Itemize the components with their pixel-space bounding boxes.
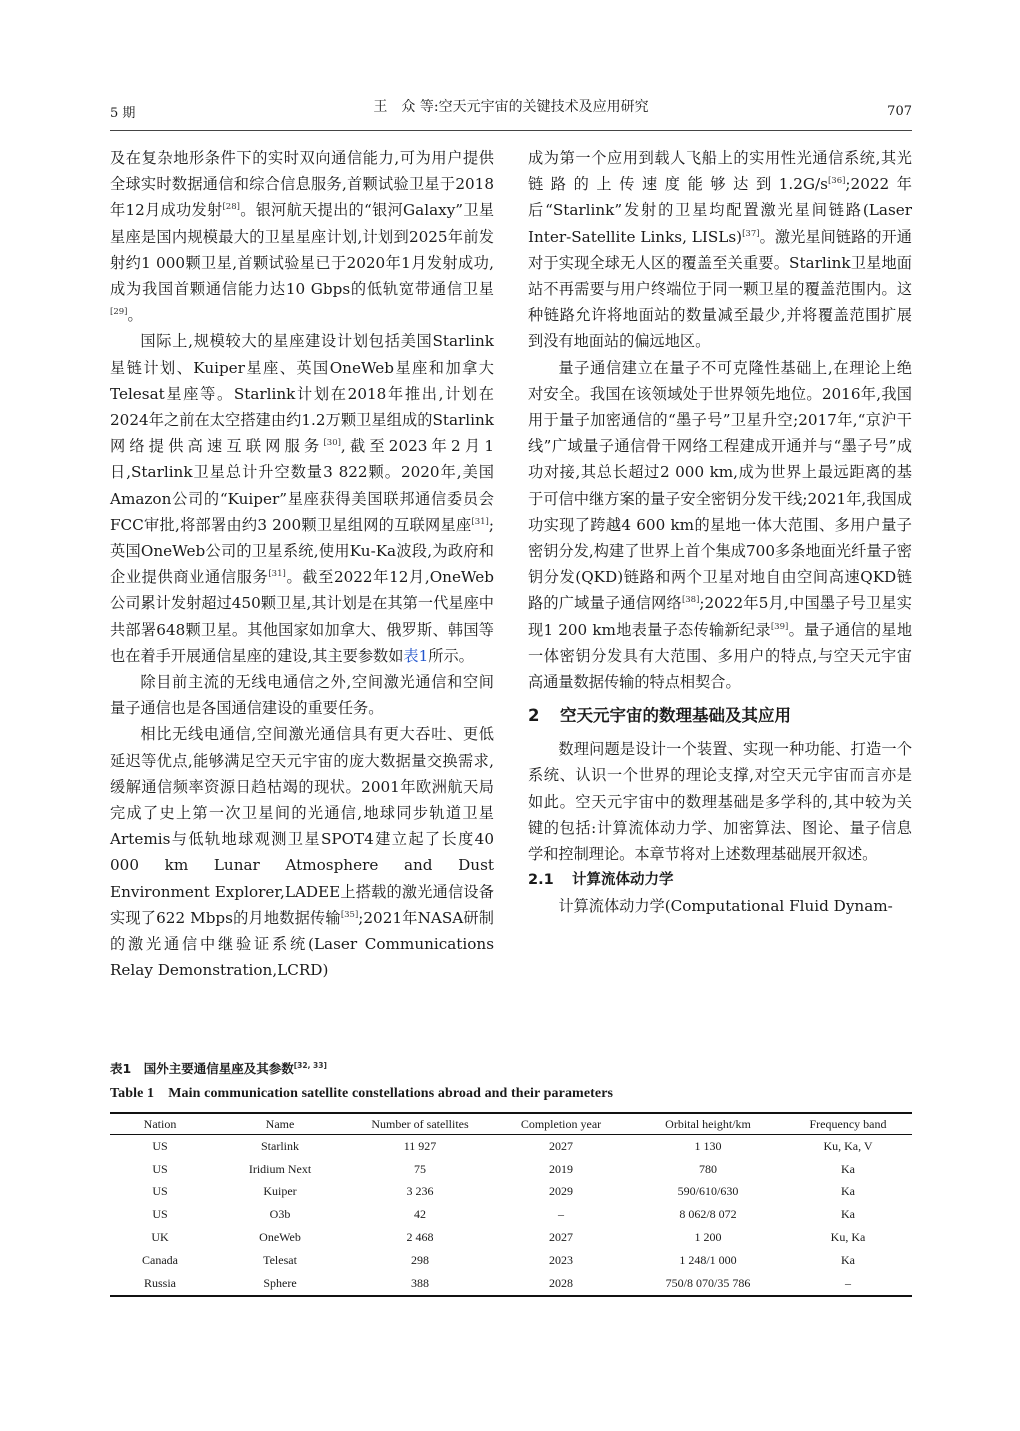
cell-nation: US [152, 1138, 168, 1153]
cell-year: 2027 [549, 1230, 573, 1245]
paragraph: 量子通信建立在量子不可克隆性基础上,在理论上绝对安全。我国在该领域处于世界领先地位。2016年,我国用于量子加密通信的“墨子号”卫星升空;2017年,“京沪干线”广域量子通信骨干网络工程建成开通并与“墨子号”成功对接,其总长超过2 000 km,成为世界上最远距离的基于可信中继方案的量子安全密钥分发干线;2021年,我国成功实现了跨越4 600 km的星地一体大范围、多用户量子密钥分发,构建了世界上首个集成700多条地面光纤量子密钥分发(QKD)链路和两个卫星对地自由空间高速QKD链路的广域量子通信网络[38];2022年5月,中国墨子号卫星实现1 200 km地表量子态传输新纪录[39]。量子通信的星地一体密钥分发具有大范围、多用户的特点,与空天元宇宙高通量数据传输的特点相契合。 [528, 358, 913, 692]
cell-nation: Russia [110, 1272, 210, 1296]
column-header-year: Completion year [490, 1113, 632, 1135]
cell-nation: US [152, 1184, 168, 1199]
cell-name: Starlink [261, 1138, 299, 1153]
citation[interactable]: [32, 33] [293, 1060, 327, 1070]
paragraph: 国际上,规模较大的星座建设计划包括美国Starlink星链计划、Kuiper星座、英国OneWeb星座和加拿大Telesat星座等。Starlink计划在2018年推出,计划在2024年之前在太空搭建由约1.2万颗卫星组成的Starlink网络提供高速互联网服务[30],截至2023年2月1日,Starlink卫星总计升空数量3 822颗。2020年,美国Amazon公司的“Kuiper”星座获得美国联邦通信委员会FCC审批,将部署由约3 200颗卫星组网的互联网星座[31];英国OneWeb公司的卫星系统,使用Ku-Ka波段,为政府和企业提供商业通信服务[31]。截至2022年12月,OneWeb公司累计发射超过450颗卫星,其计划是在其第一代星座中共部署648颗卫星。其他国家如加拿大、俄罗斯、韩国等也在着手开展通信星座的建设,其主要参数如表1所示。 [110, 332, 495, 665]
cell-number: 75 [414, 1161, 426, 1176]
cell-height: 8 062/8 072 [679, 1207, 737, 1222]
cell-height: 1 200 [694, 1230, 722, 1245]
section-title: 空天元宇宙的数理基础及其应用 [560, 706, 791, 726]
cell-number: 3 236 [406, 1184, 434, 1199]
citation[interactable]: [31] [471, 516, 489, 527]
cell-height: 1 130 [694, 1138, 722, 1153]
paragraph: 计算流体动力学(Computational Fluid Dynam- [558, 897, 893, 916]
cell-height: 780 [699, 1161, 717, 1176]
citation[interactable]: [39] [770, 621, 789, 632]
cell-name: Sphere [210, 1272, 350, 1296]
table-row [110, 1203, 912, 1226]
cell-nation: UK [151, 1230, 169, 1245]
issue-label: 5 期 [110, 106, 136, 121]
right-column [528, 145, 912, 919]
cell-year: 2029 [549, 1184, 573, 1199]
citation[interactable]: [28] [222, 202, 240, 213]
table-caption-en: Table 1 Main communication satellite constellations abroad and their parameters [110, 1086, 614, 1101]
cell-nation: US [152, 1207, 168, 1222]
section-number: 2 [528, 706, 540, 726]
cell-band: Ku, Ka, V [823, 1138, 873, 1153]
cell-band: – [784, 1272, 912, 1296]
column-header-name: Name [210, 1113, 350, 1135]
cell-year: 2027 [549, 1138, 573, 1153]
running-header [110, 96, 912, 131]
citation[interactable]: [31] [268, 569, 286, 580]
cell-height: 750/8 070/35 786 [632, 1272, 784, 1296]
paragraph: 成为第一个应用到载人飞船上的实用性光通信系统,其光链路的上传速度能够达到1.2G/s[36];2022年后“Starlink”发射的卫星均配置激光星间链路(Laser Inter-Satellite Links, LISLs)[37]。激光星间链路的开通对于实现全球无人区的覆盖至关重要。Starlink卫星地面站不再需要与用户终端位于同一颗卫星的覆盖范围内。这种链路允许将地面站的数量减至最少,并将覆盖范围扩展到没有地面站的偏远地区。 [528, 149, 912, 351]
subsection-title: 计算流体动力学 [572, 872, 674, 889]
cell-band: Ka [841, 1252, 855, 1267]
citation[interactable]: [36] [827, 176, 846, 187]
column-header-height: Orbital height/km [632, 1113, 784, 1135]
subsection-number: 2.1 [528, 872, 554, 889]
table-row [110, 1158, 912, 1181]
paragraph: 数理问题是设计一个装置、实现一种功能、打造一个系统、认识一个世界的理论支撑,对空天元宇宙而言亦是如此。空天元宇宙中的数理基础是多学科的,其中较为关键的包括:计算流体动力学、加密算法、图论、量子信息学和控制理论。本章节将对上述数理基础展开叙述。 [528, 740, 912, 864]
table-row [110, 1226, 912, 1249]
cell-band: Ka [841, 1184, 855, 1199]
paragraph: 及在复杂地形条件下的实时双向通信能力,可为用户提供全球实时数据通信和综合信息服务,首颗试验卫星于2018年12月成功发射[28]。银河航天提出的“银河Galaxy”卫星星座是国内规模最大的卫星星座计划,计划到2025年前发射约1 000颗卫星,首颗试验星已于2020年1月发射成功,成为我国首颗通信能力达10 Gbps的低轨宽带通信卫星[29]。 [110, 149, 495, 325]
cell-number: 11 927 [403, 1138, 437, 1153]
cell-name: Kuiper [263, 1184, 297, 1199]
cell-band: Ku, Ka [830, 1230, 866, 1245]
table-row [110, 1249, 912, 1272]
cell-year: 2019 [549, 1161, 573, 1176]
left-column [110, 145, 494, 984]
cell-band: Ka [841, 1207, 855, 1222]
cell-band: Ka [841, 1161, 855, 1176]
citation[interactable]: [30] [323, 438, 341, 449]
cell-number: 42 [414, 1207, 426, 1222]
table-reference-link[interactable]: 表1 [403, 646, 429, 665]
cell-year: 2023 [549, 1252, 573, 1267]
cell-year: – [558, 1207, 564, 1222]
citation[interactable]: [29] [110, 307, 128, 318]
table-block [110, 1060, 912, 1297]
cell-height: 590/610/630 [677, 1184, 739, 1199]
citation[interactable]: [37] [742, 228, 760, 239]
table-row [110, 1181, 912, 1204]
subsection-heading [528, 867, 912, 893]
cell-number: 388 [350, 1272, 490, 1296]
table-caption-cn: 表1 国外主要通信星座及其参数[32, 33] [110, 1060, 327, 1076]
cell-name: O3b [269, 1207, 291, 1222]
cell-year: 2028 [490, 1272, 632, 1296]
table-row [110, 1135, 912, 1158]
cell-number: 2 468 [406, 1230, 434, 1245]
cell-height: 1 248/1 000 [679, 1252, 737, 1267]
page-number: 707 [887, 104, 912, 119]
cell-number: 298 [411, 1252, 429, 1267]
cell-name: OneWeb [259, 1230, 301, 1245]
constellation-table [110, 1112, 912, 1297]
citation[interactable]: [38] [681, 595, 700, 606]
section-heading [528, 702, 912, 730]
cell-name: Iridium Next [248, 1161, 312, 1176]
column-header-band: Frequency band [784, 1113, 912, 1135]
column-header-number: Number of satellites [350, 1113, 490, 1135]
citation[interactable]: [35] [340, 909, 359, 920]
running-title: 王 众 等:空天元宇宙的关键技术及应用研究 [373, 99, 649, 115]
column-header-nation: Nation [110, 1113, 210, 1135]
cell-name: Telesat [263, 1252, 297, 1267]
cell-nation: Canada [142, 1252, 178, 1267]
table-row [110, 1272, 912, 1296]
paragraph: 除目前主流的无线电通信之外,空间激光通信和空间量子通信也是各国通信建设的重要任务。 [110, 673, 494, 718]
table-header-row [110, 1113, 912, 1135]
cell-nation: US [152, 1161, 168, 1176]
paragraph: 相比无线电通信,空间激光通信具有更大吞吐、更低延迟等优点,能够满足空天元宇宙的庞大数据量交换需求,缓解通信频率资源日趋枯竭的现状。2001年欧洲航天局完成了史上第一次卫星间的光通信,地球同步轨道卫星Artemis与低轨地球观测卫星SPOT4建立起了长度40 000 km Lunar Atmosphere and Dust Environment Explorer,LADEE上搭载的激光通信设备实现了622 Mbps的月地数据传输[35];2021年NASA研制的激光通信中继验证系统(Laser Communications Relay Demonstration,LCRD) [110, 725, 494, 980]
